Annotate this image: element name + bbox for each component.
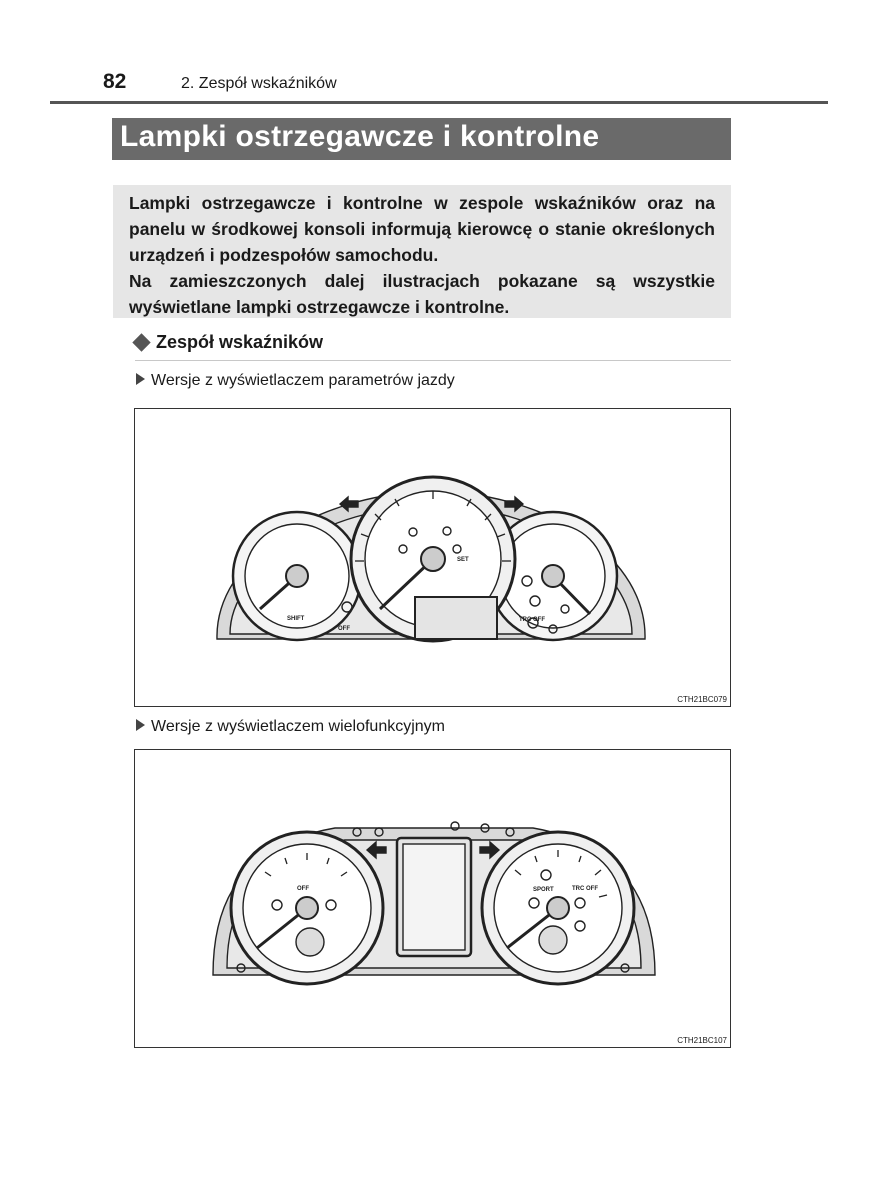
- cluster1-set-label: SET: [457, 557, 469, 563]
- intro-paragraph-1: Lampki ostrzegawcze i kontrolne w zespole wskaźników oraz na panelu w środkowej konsoli informują kierowcę o stanie określonych urządzeń i podzespołów samochodu.: [129, 193, 715, 265]
- figure1-caption: [136, 372, 455, 390]
- figure2-instrument-cluster: [134, 749, 731, 1048]
- header-rule: [50, 101, 828, 104]
- section-title: Lampki ostrzegawcze i kontrolne: [112, 118, 731, 160]
- figure1-caption-text: Wersje z wyświetlaczem parametrów jazdy: [151, 372, 455, 389]
- figure2-code: CTH21BC107: [677, 1036, 727, 1045]
- cluster1-trc-off-label: TRC OFF: [519, 617, 545, 623]
- triangle-bullet-icon: [136, 719, 145, 731]
- cluster1-off-label: OFF: [338, 626, 350, 632]
- cluster2-sport-label: SPORT: [533, 887, 554, 893]
- subsection-heading: [135, 332, 323, 353]
- subsection-rule: [135, 360, 731, 361]
- page-number: 82: [103, 70, 127, 93]
- cluster1-display: [415, 597, 497, 639]
- cluster2-illustration: [135, 750, 730, 1047]
- intro-paragraph-2: Na zamieszczonych dalej ilustracjach pokazane są wszystkie wyświetlane lampki ostrzegawcze i kontrolne.: [129, 271, 715, 317]
- figure2-caption: [136, 718, 445, 736]
- triangle-bullet-icon: [136, 373, 145, 385]
- chapter-title: 2. Zespół wskaźników: [181, 75, 337, 92]
- cluster2-trc-off-label: TRC OFF: [572, 886, 598, 892]
- figure1-code: CTH21BC079: [677, 695, 727, 704]
- cluster1-shift-label: SHIFT: [287, 616, 305, 622]
- cluster1-illustration: [135, 409, 730, 706]
- figure2-caption-text: Wersje z wyświetlaczem wielofunkcyjnym: [151, 718, 445, 735]
- diamond-bullet-icon: [132, 333, 150, 351]
- figure1-instrument-cluster: [134, 408, 731, 707]
- cluster2-off-label: OFF: [297, 886, 309, 892]
- intro-box: [113, 185, 731, 318]
- subsection-title: Zespół wskaźników: [156, 332, 324, 352]
